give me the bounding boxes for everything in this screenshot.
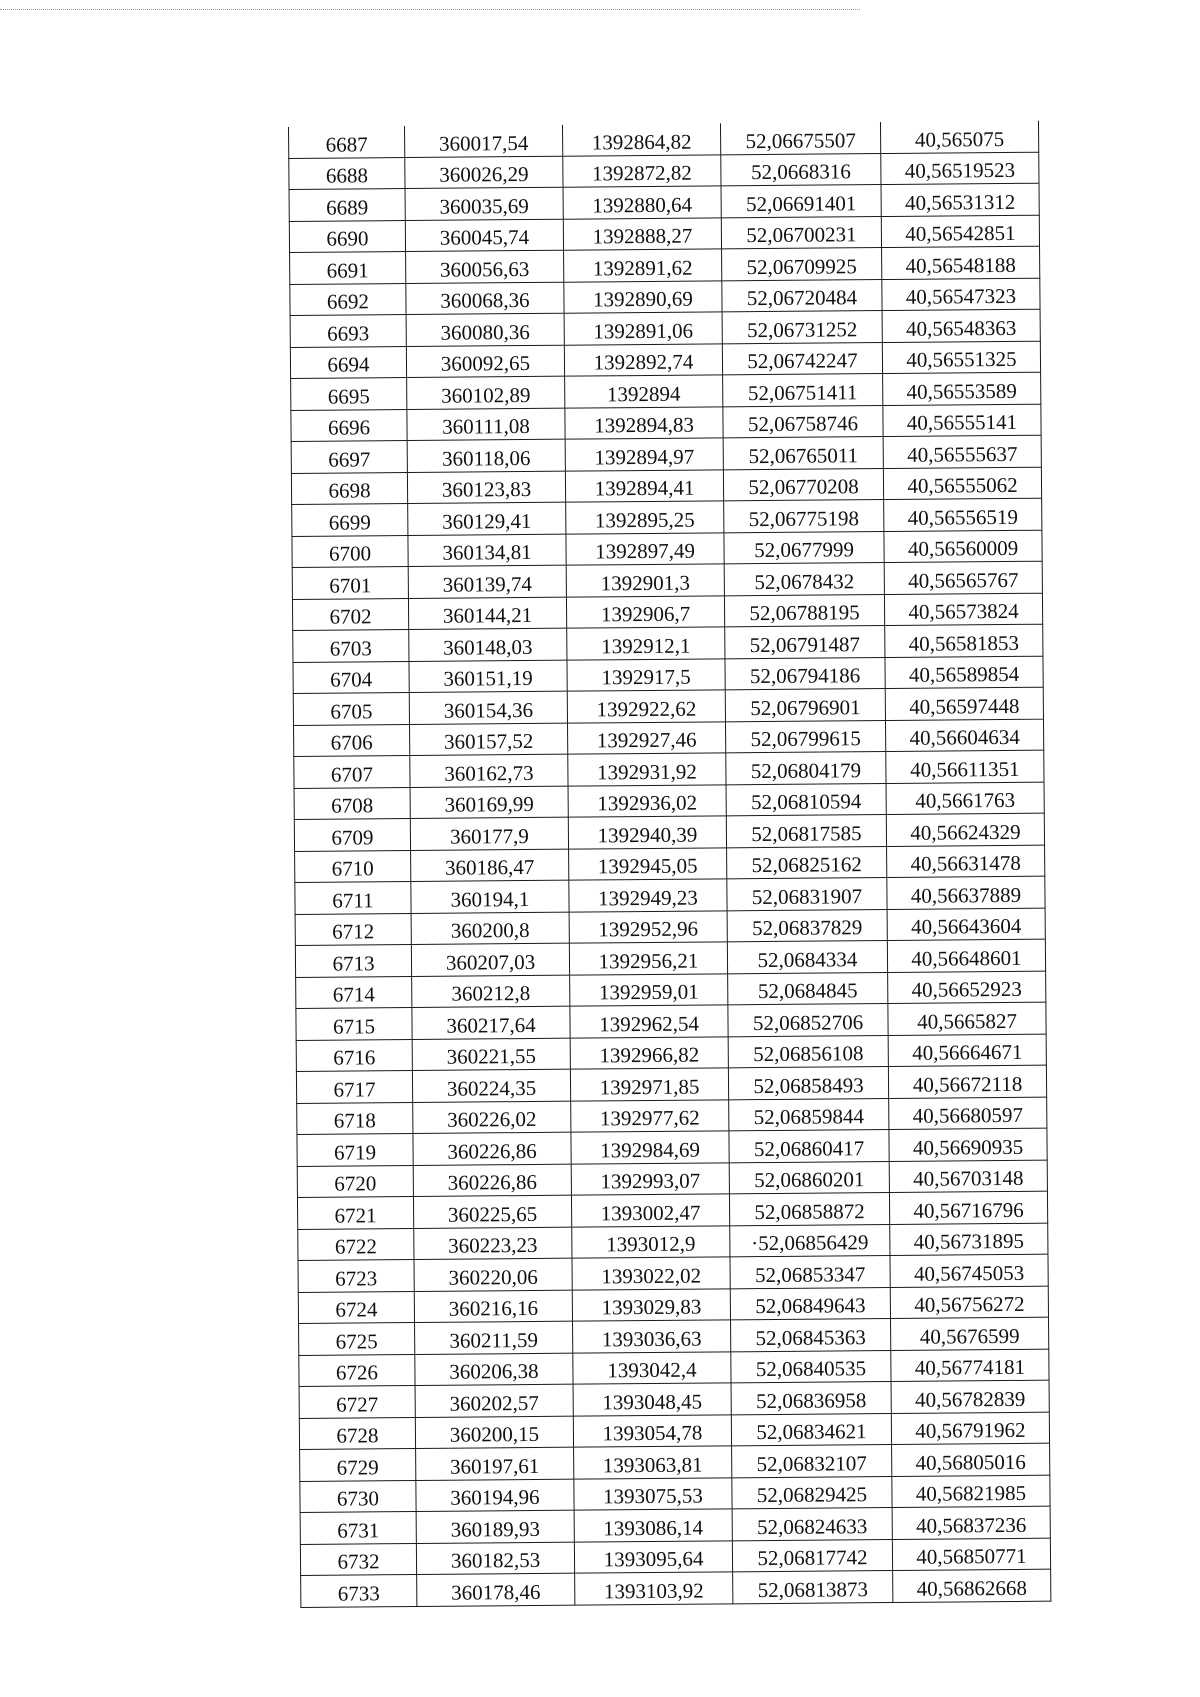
point-number-cell: 6703 (293, 630, 409, 662)
longitude-cell: 40,56791962 (891, 1412, 1049, 1445)
x-coordinate-cell: 360045,74 (405, 219, 563, 252)
x-coordinate-cell: 360169,99 (410, 786, 568, 819)
longitude-cell: 40,56519523 (881, 152, 1039, 185)
y-coordinate-cell: 1392977,62 (571, 1099, 729, 1132)
latitude-cell: 52,06675507 (720, 122, 880, 154)
x-coordinate-cell: 360197,61 (416, 1447, 574, 1480)
y-coordinate-cell: 1392952,96 (569, 910, 727, 943)
x-coordinate-cell: 360200,8 (411, 912, 569, 945)
latitude-cell: 52,06691401 (721, 185, 881, 218)
longitude-cell: 40,56664671 (888, 1034, 1046, 1067)
y-coordinate-cell: 1393086,14 (574, 1509, 732, 1542)
latitude-cell: 52,06794186 (725, 657, 885, 690)
longitude-cell: 40,56716796 (889, 1191, 1047, 1224)
point-number-cell: 6707 (294, 756, 410, 788)
y-coordinate-cell: 1392906,7 (566, 595, 724, 628)
point-number-cell: 6696 (291, 409, 407, 441)
x-coordinate-cell: 360111,08 (407, 408, 565, 441)
longitude-cell: 40,56805016 (892, 1443, 1050, 1476)
y-coordinate-cell: 1392895,25 (566, 501, 724, 534)
longitude-cell: 40,56643604 (887, 908, 1045, 941)
longitude-cell: 40,56850771 (892, 1538, 1050, 1571)
y-coordinate-cell: 1392912,1 (567, 627, 725, 660)
longitude-cell: 40,5661763 (886, 782, 1044, 815)
y-coordinate-cell: 1392917,5 (567, 658, 725, 691)
x-coordinate-cell: 360118,06 (407, 439, 565, 472)
point-number-cell: 6712 (295, 913, 411, 945)
x-coordinate-cell: 360207,03 (411, 943, 569, 976)
latitude-cell: 52,06758746 (723, 405, 883, 438)
latitude-cell: 52,06817742 (732, 1539, 892, 1572)
x-coordinate-cell: 360035,69 (405, 187, 563, 220)
y-coordinate-cell: 1392890,69 (564, 280, 722, 313)
point-number-cell: 6698 (291, 472, 407, 504)
y-coordinate-cell: 1392959,01 (570, 973, 728, 1006)
point-number-cell: 6719 (297, 1133, 413, 1165)
point-number-cell: 6721 (297, 1196, 413, 1228)
point-number-cell: 6705 (293, 693, 409, 725)
x-coordinate-cell: 360206,38 (415, 1353, 573, 1386)
coordinates-table (288, 121, 1051, 1608)
longitude-cell: 40,56774181 (891, 1349, 1049, 1382)
y-coordinate-cell: 1393022,02 (572, 1257, 730, 1290)
x-coordinate-cell: 360202,57 (415, 1384, 573, 1417)
x-coordinate-cell: 360217,64 (412, 1006, 570, 1039)
latitude-cell: 52,0678432 (724, 563, 884, 596)
y-coordinate-cell: 1392897,49 (566, 532, 724, 565)
latitude-cell: 52,06825162 (727, 846, 887, 879)
longitude-cell: 40,56555141 (883, 404, 1041, 437)
longitude-cell: 40,56652923 (888, 971, 1046, 1004)
latitude-cell: 52,06836958 (731, 1381, 891, 1414)
x-coordinate-cell: 360129,41 (408, 502, 566, 535)
latitude-cell: 52,06700231 (721, 216, 881, 249)
point-number-cell: 6699 (292, 504, 408, 536)
y-coordinate-cell: 1392894 (565, 375, 723, 408)
point-number-cell: 6702 (292, 598, 408, 630)
point-number-cell: 6708 (294, 787, 410, 819)
longitude-cell: 40,56631478 (887, 845, 1045, 878)
latitude-cell: 52,06832107 (732, 1444, 892, 1477)
y-coordinate-cell: 1393063,81 (574, 1446, 732, 1479)
y-coordinate-cell: 1393002,47 (571, 1194, 729, 1227)
latitude-cell: 52,06742247 (722, 342, 882, 375)
latitude-cell: 52,06831907 (727, 878, 887, 911)
longitude-cell: 40,56548188 (882, 246, 1040, 279)
longitude-cell: 40,56551325 (882, 341, 1040, 374)
longitude-cell: 40,56821985 (892, 1475, 1050, 1508)
longitude-cell: 40,56581853 (885, 624, 1043, 657)
y-coordinate-cell: 1393029,83 (572, 1288, 730, 1321)
longitude-cell: 40,56542851 (881, 215, 1039, 248)
latitude-cell: 52,06829425 (732, 1476, 892, 1509)
x-coordinate-cell: 360225,65 (413, 1195, 571, 1228)
y-coordinate-cell: 1393075,53 (574, 1477, 732, 1510)
point-number-cell: 6691 (290, 252, 406, 284)
longitude-cell: 40,56672118 (888, 1065, 1046, 1098)
point-number-cell: 6713 (295, 944, 411, 976)
y-coordinate-cell: 1393054,78 (573, 1414, 731, 1447)
x-coordinate-cell: 360194,1 (411, 880, 569, 913)
y-coordinate-cell: 1392901,3 (566, 564, 724, 597)
point-number-cell: 6695 (291, 378, 407, 410)
point-number-cell: 6694 (290, 346, 406, 378)
x-coordinate-cell: 360139,74 (408, 565, 566, 598)
longitude-cell: 40,565075 (880, 121, 1038, 153)
y-coordinate-cell: 1392984,69 (571, 1131, 729, 1164)
point-number-cell: 6704 (293, 661, 409, 693)
point-number-cell: 6716 (296, 1039, 412, 1071)
point-number-cell: 6692 (290, 283, 406, 315)
latitude-cell: ·52,06856429 (730, 1224, 890, 1257)
y-coordinate-cell: 1392993,07 (571, 1162, 729, 1195)
y-coordinate-cell: 1392936,02 (568, 784, 726, 817)
scan-artifact-line (0, 9, 860, 10)
point-number-cell: 6700 (292, 535, 408, 567)
point-number-cell: 6730 (300, 1480, 416, 1512)
x-coordinate-cell: 360177,9 (410, 817, 568, 850)
longitude-cell: 40,56680597 (889, 1097, 1047, 1130)
coordinates-table-container (288, 121, 1051, 1608)
y-coordinate-cell: 1392891,06 (564, 312, 722, 345)
point-number-cell: 6687 (288, 126, 404, 158)
latitude-cell: 52,06840535 (731, 1350, 891, 1383)
x-coordinate-cell: 360226,86 (413, 1164, 571, 1197)
longitude-cell: 40,56690935 (889, 1128, 1047, 1161)
y-coordinate-cell: 1392922,62 (567, 690, 725, 723)
y-coordinate-cell: 1392894,83 (565, 406, 723, 439)
latitude-cell: 52,06859844 (729, 1098, 889, 1131)
latitude-cell: 52,06720484 (722, 279, 882, 312)
y-coordinate-cell: 1392894,97 (565, 438, 723, 471)
longitude-cell: 40,56548363 (882, 309, 1040, 342)
x-coordinate-cell: 360151,19 (409, 660, 567, 693)
x-coordinate-cell: 360221,55 (412, 1038, 570, 1071)
latitude-cell: 52,06858872 (729, 1192, 889, 1225)
point-number-cell: 6701 (292, 567, 408, 599)
point-number-cell: 6689 (289, 189, 405, 221)
point-number-cell: 6723 (298, 1259, 414, 1291)
latitude-cell: 52,06770208 (723, 468, 883, 501)
point-number-cell: 6710 (295, 850, 411, 882)
longitude-cell: 40,56597448 (885, 687, 1043, 720)
latitude-cell: 52,06834621 (731, 1413, 891, 1446)
y-coordinate-cell: 1392949,23 (569, 879, 727, 912)
x-coordinate-cell: 360220,06 (414, 1258, 572, 1291)
longitude-cell: 40,56589854 (885, 656, 1043, 689)
longitude-cell: 40,56782839 (891, 1380, 1049, 1413)
y-coordinate-cell: 1393103,92 (575, 1572, 733, 1605)
x-coordinate-cell: 360200,15 (415, 1416, 573, 1449)
point-number-cell: 6720 (297, 1165, 413, 1197)
x-coordinate-cell: 360144,21 (408, 597, 566, 630)
longitude-cell: 40,56531312 (881, 183, 1039, 216)
x-coordinate-cell: 360068,36 (406, 282, 564, 315)
latitude-cell: 52,0677999 (724, 531, 884, 564)
point-number-cell: 6722 (298, 1228, 414, 1260)
longitude-cell: 40,56637889 (887, 876, 1045, 909)
latitude-cell: 52,06791487 (725, 626, 885, 659)
y-coordinate-cell: 1392872,82 (563, 154, 721, 187)
x-coordinate-cell: 360212,8 (412, 975, 570, 1008)
longitude-cell: 40,56560009 (884, 530, 1042, 563)
latitude-cell: 52,06751411 (723, 374, 883, 407)
latitude-cell: 52,06810594 (726, 783, 886, 816)
point-number-cell: 6697 (291, 441, 407, 473)
y-coordinate-cell: 1392962,54 (570, 1005, 728, 1038)
point-number-cell: 6728 (299, 1417, 415, 1449)
latitude-cell: 52,06858493 (728, 1067, 888, 1100)
point-number-cell: 6733 (301, 1574, 417, 1606)
longitude-cell: 40,56555062 (883, 467, 1041, 500)
x-coordinate-cell: 360134,81 (408, 534, 566, 567)
point-number-cell: 6711 (295, 881, 411, 913)
latitude-cell: 52,06796901 (725, 689, 885, 722)
x-coordinate-cell: 360154,36 (409, 691, 567, 724)
latitude-cell: 52,06804179 (726, 752, 886, 785)
x-coordinate-cell: 360216,16 (414, 1290, 572, 1323)
x-coordinate-cell: 360026,29 (405, 156, 563, 189)
point-number-cell: 6690 (289, 220, 405, 252)
longitude-cell: 40,56837236 (892, 1506, 1050, 1539)
y-coordinate-cell: 1393048,45 (573, 1383, 731, 1416)
point-number-cell: 6727 (299, 1385, 415, 1417)
longitude-cell: 40,56611351 (886, 750, 1044, 783)
x-coordinate-cell: 360182,53 (416, 1542, 574, 1575)
y-coordinate-cell: 1392945,05 (569, 847, 727, 880)
point-number-cell: 6693 (290, 315, 406, 347)
point-number-cell: 6731 (300, 1511, 416, 1543)
y-coordinate-cell: 1392956,21 (569, 942, 727, 975)
latitude-cell: 52,06849643 (730, 1287, 890, 1320)
longitude-cell: 40,56604634 (885, 719, 1043, 752)
longitude-cell: 40,56573824 (884, 593, 1042, 626)
latitude-cell: 52,06824633 (732, 1507, 892, 1540)
x-coordinate-cell: 360186,47 (411, 849, 569, 882)
x-coordinate-cell: 360194,96 (416, 1479, 574, 1512)
x-coordinate-cell: 360092,65 (406, 345, 564, 378)
coordinates-table-body (288, 121, 1050, 1607)
latitude-cell: 52,06852706 (728, 1004, 888, 1037)
y-coordinate-cell: 1392894,41 (565, 469, 723, 502)
y-coordinate-cell: 1392940,39 (568, 816, 726, 849)
x-coordinate-cell: 360223,23 (414, 1227, 572, 1260)
y-coordinate-cell: 1392892,74 (564, 343, 722, 376)
x-coordinate-cell: 360102,89 (407, 376, 565, 409)
x-coordinate-cell: 360080,36 (406, 313, 564, 346)
latitude-cell: 52,06845363 (731, 1318, 891, 1351)
latitude-cell: 52,06860201 (729, 1161, 889, 1194)
latitude-cell: 52,0684334 (727, 941, 887, 974)
latitude-cell: 52,06731252 (722, 311, 882, 344)
point-number-cell: 6726 (299, 1354, 415, 1386)
point-number-cell: 6706 (294, 724, 410, 756)
latitude-cell: 52,0684845 (728, 972, 888, 1005)
y-coordinate-cell: 1392891,62 (564, 249, 722, 282)
latitude-cell: 52,0668316 (721, 153, 881, 186)
point-number-cell: 6715 (296, 1007, 412, 1039)
point-number-cell: 6714 (296, 976, 412, 1008)
longitude-cell: 40,56703148 (889, 1160, 1047, 1193)
longitude-cell: 40,56731895 (890, 1223, 1048, 1256)
y-coordinate-cell: 1392931,92 (568, 753, 726, 786)
point-number-cell: 6688 (289, 157, 405, 189)
x-coordinate-cell: 360226,02 (413, 1101, 571, 1134)
longitude-cell: 40,56556519 (884, 498, 1042, 531)
x-coordinate-cell: 360123,83 (407, 471, 565, 504)
longitude-cell: 40,56565767 (884, 561, 1042, 594)
longitude-cell: 40,56862668 (893, 1569, 1051, 1602)
longitude-cell: 40,56553589 (883, 372, 1041, 405)
latitude-cell: 52,06775198 (724, 500, 884, 533)
x-coordinate-cell: 360157,52 (410, 723, 568, 756)
latitude-cell: 52,06856108 (728, 1035, 888, 1068)
y-coordinate-cell: 1393012,9 (572, 1225, 730, 1258)
latitude-cell: 52,06817585 (726, 815, 886, 848)
point-number-cell: 6709 (294, 818, 410, 850)
y-coordinate-cell: 1392966,82 (570, 1036, 728, 1069)
latitude-cell: 52,06788195 (724, 594, 884, 627)
y-coordinate-cell: 1392888,27 (563, 217, 721, 250)
point-number-cell: 6725 (299, 1322, 415, 1354)
longitude-cell: 40,5665827 (888, 1002, 1046, 1035)
point-number-cell: 6729 (300, 1448, 416, 1480)
longitude-cell: 40,56547323 (882, 278, 1040, 311)
latitude-cell: 52,06837829 (727, 909, 887, 942)
x-coordinate-cell: 360224,35 (412, 1069, 570, 1102)
latitude-cell: 52,06709925 (722, 248, 882, 281)
x-coordinate-cell: 360189,93 (416, 1510, 574, 1543)
y-coordinate-cell: 1393042,4 (573, 1351, 731, 1384)
longitude-cell: 40,56648601 (887, 939, 1045, 972)
x-coordinate-cell: 360211,59 (415, 1321, 573, 1354)
latitude-cell: 52,06813873 (733, 1570, 893, 1603)
y-coordinate-cell: 1393036,63 (573, 1320, 731, 1353)
y-coordinate-cell: 1392927,46 (568, 721, 726, 754)
y-coordinate-cell: 1393095,64 (574, 1540, 732, 1573)
x-coordinate-cell: 360017,54 (404, 125, 562, 157)
point-number-cell: 6717 (296, 1070, 412, 1102)
x-coordinate-cell: 360226,86 (413, 1132, 571, 1165)
x-coordinate-cell: 360178,46 (417, 1573, 575, 1606)
table-row (301, 1569, 1051, 1607)
x-coordinate-cell: 360056,63 (406, 250, 564, 283)
y-coordinate-cell: 1392880,64 (563, 186, 721, 219)
longitude-cell: 40,5676599 (891, 1317, 1049, 1350)
point-number-cell: 6718 (297, 1102, 413, 1134)
point-number-cell: 6724 (298, 1291, 414, 1323)
latitude-cell: 52,06799615 (725, 720, 885, 753)
longitude-cell: 40,56555637 (883, 435, 1041, 468)
longitude-cell: 40,56624329 (886, 813, 1044, 846)
x-coordinate-cell: 360148,03 (409, 628, 567, 661)
y-coordinate-cell: 1392864,82 (562, 123, 720, 155)
latitude-cell: 52,06853347 (730, 1255, 890, 1288)
latitude-cell: 52,06860417 (729, 1130, 889, 1163)
longitude-cell: 40,56756272 (890, 1286, 1048, 1319)
point-number-cell: 6732 (300, 1543, 416, 1575)
y-coordinate-cell: 1392971,85 (570, 1068, 728, 1101)
latitude-cell: 52,06765011 (723, 437, 883, 470)
x-coordinate-cell: 360162,73 (410, 754, 568, 787)
longitude-cell: 40,56745053 (890, 1254, 1048, 1287)
